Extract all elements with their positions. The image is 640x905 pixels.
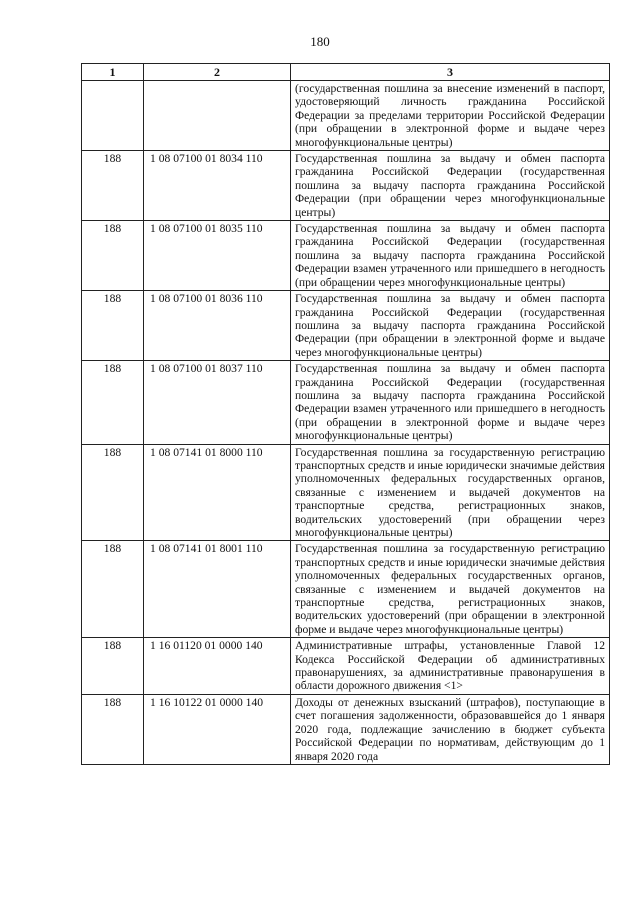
page-number: 180 bbox=[310, 34, 330, 49]
admin-code-cell: 188 bbox=[82, 221, 144, 291]
revenue-name-cell: Государственная пошлина за государственную регистрацию транспортных средств и иные юридически значимые действия уполномоченных федеральных государственных органов, связанные с изменением и выдачей документов на транспортные средства, регистрационных знаков, водительских удостоверений (при обращении в электронной форме и выдаче через многофункциональные центры) bbox=[291, 541, 610, 638]
admin-code-cell: 188 bbox=[82, 151, 144, 221]
revenue-codes-table bbox=[81, 63, 610, 765]
table-row bbox=[82, 444, 610, 541]
budget-code-cell: 1 08 07141 01 8000 110 bbox=[144, 444, 291, 541]
budget-code-cell: 1 16 01120 01 0000 140 bbox=[144, 638, 291, 695]
table-header-row bbox=[82, 64, 610, 81]
revenue-name-cell: Государственная пошлина за выдачу и обмен паспорта гражданина Российской Федерации (государственная пошлина за выдачу паспорта гражданина Российской Федерации взамен утраченного или пришедшего в негодность (при обращении через многофункциональные центры) bbox=[291, 221, 610, 291]
column-header-2: 2 bbox=[144, 64, 291, 81]
table-row bbox=[82, 221, 610, 291]
table-row bbox=[82, 291, 610, 361]
table-row bbox=[82, 81, 610, 151]
table-row bbox=[82, 694, 610, 764]
table-row bbox=[82, 541, 610, 638]
admin-code-cell: 188 bbox=[82, 361, 144, 444]
revenue-name-cell: Государственная пошлина за выдачу и обмен паспорта гражданина Российской Федерации (государственная пошлина за выдачу паспорта гражданина Российской Федерации взамен утраченного или пришедшего в негодность (при обращении в электронной форме и выдаче через многофункциональные центры) bbox=[291, 361, 610, 444]
revenue-name-cell: (государственная пошлина за внесение изменений в паспорт, удостоверяющий личность гражданина Российской Федерации за пределами территории Российской Федерации (при обращении в электронной форме и выдаче через многофункциональные центры) bbox=[291, 81, 610, 151]
admin-code-cell: 188 bbox=[82, 694, 144, 764]
admin-code-cell: 188 bbox=[82, 291, 144, 361]
revenue-name-cell: Государственная пошлина за выдачу и обмен паспорта гражданина Российской Федерации (государственная пошлина за выдачу паспорта гражданина Российской Федерации (при обращении в электронной форме и выдаче через многофункциональные центры) bbox=[291, 291, 610, 361]
revenue-name-cell: Доходы от денежных взысканий (штрафов), поступающие в счет погашения задолженности, образовавшейся до 1 января 2020 года, подлежащие зачислению в бюджет субъекта Российской Федерации по нормативам, действующим до 1 января 2020 года bbox=[291, 694, 610, 764]
column-header-1: 1 bbox=[82, 64, 144, 81]
table-row bbox=[82, 151, 610, 221]
admin-code-cell: 188 bbox=[82, 444, 144, 541]
table-row bbox=[82, 361, 610, 444]
budget-code-cell: 1 08 07100 01 8035 110 bbox=[144, 221, 291, 291]
column-header-3: 3 bbox=[291, 64, 610, 81]
budget-code-cell: 1 08 07100 01 8036 110 bbox=[144, 291, 291, 361]
table-row bbox=[82, 638, 610, 695]
budget-code-cell: 1 16 10122 01 0000 140 bbox=[144, 694, 291, 764]
budget-code-cell: 1 08 07100 01 8037 110 bbox=[144, 361, 291, 444]
revenue-name-cell: Государственная пошлина за выдачу и обмен паспорта гражданина Российской Федерации (государственная пошлина за выдачу паспорта гражданина Российской Федерации (при обращении через многофункциональные центры) bbox=[291, 151, 610, 221]
admin-code-cell: 188 bbox=[82, 541, 144, 638]
budget-code-cell: 1 08 07100 01 8034 110 bbox=[144, 151, 291, 221]
revenue-name-cell: Государственная пошлина за государственную регистрацию транспортных средств и иные юридически значимые действия уполномоченных федеральных государственных органов, связанные с изменением и выдачей документов на транспортные средства, регистрационных знаков, водительских удостоверений (при обращении через многофункциональные центры) bbox=[291, 444, 610, 541]
budget-code-cell: 1 08 07141 01 8001 110 bbox=[144, 541, 291, 638]
admin-code-cell bbox=[82, 81, 144, 151]
revenue-name-cell: Административные штрафы, установленные Главой 12 Кодекса Российской Федерации об административных правонарушениях, за административные правонарушения в области дорожного движения <1> bbox=[291, 638, 610, 695]
budget-code-cell bbox=[144, 81, 291, 151]
admin-code-cell: 188 bbox=[82, 638, 144, 695]
